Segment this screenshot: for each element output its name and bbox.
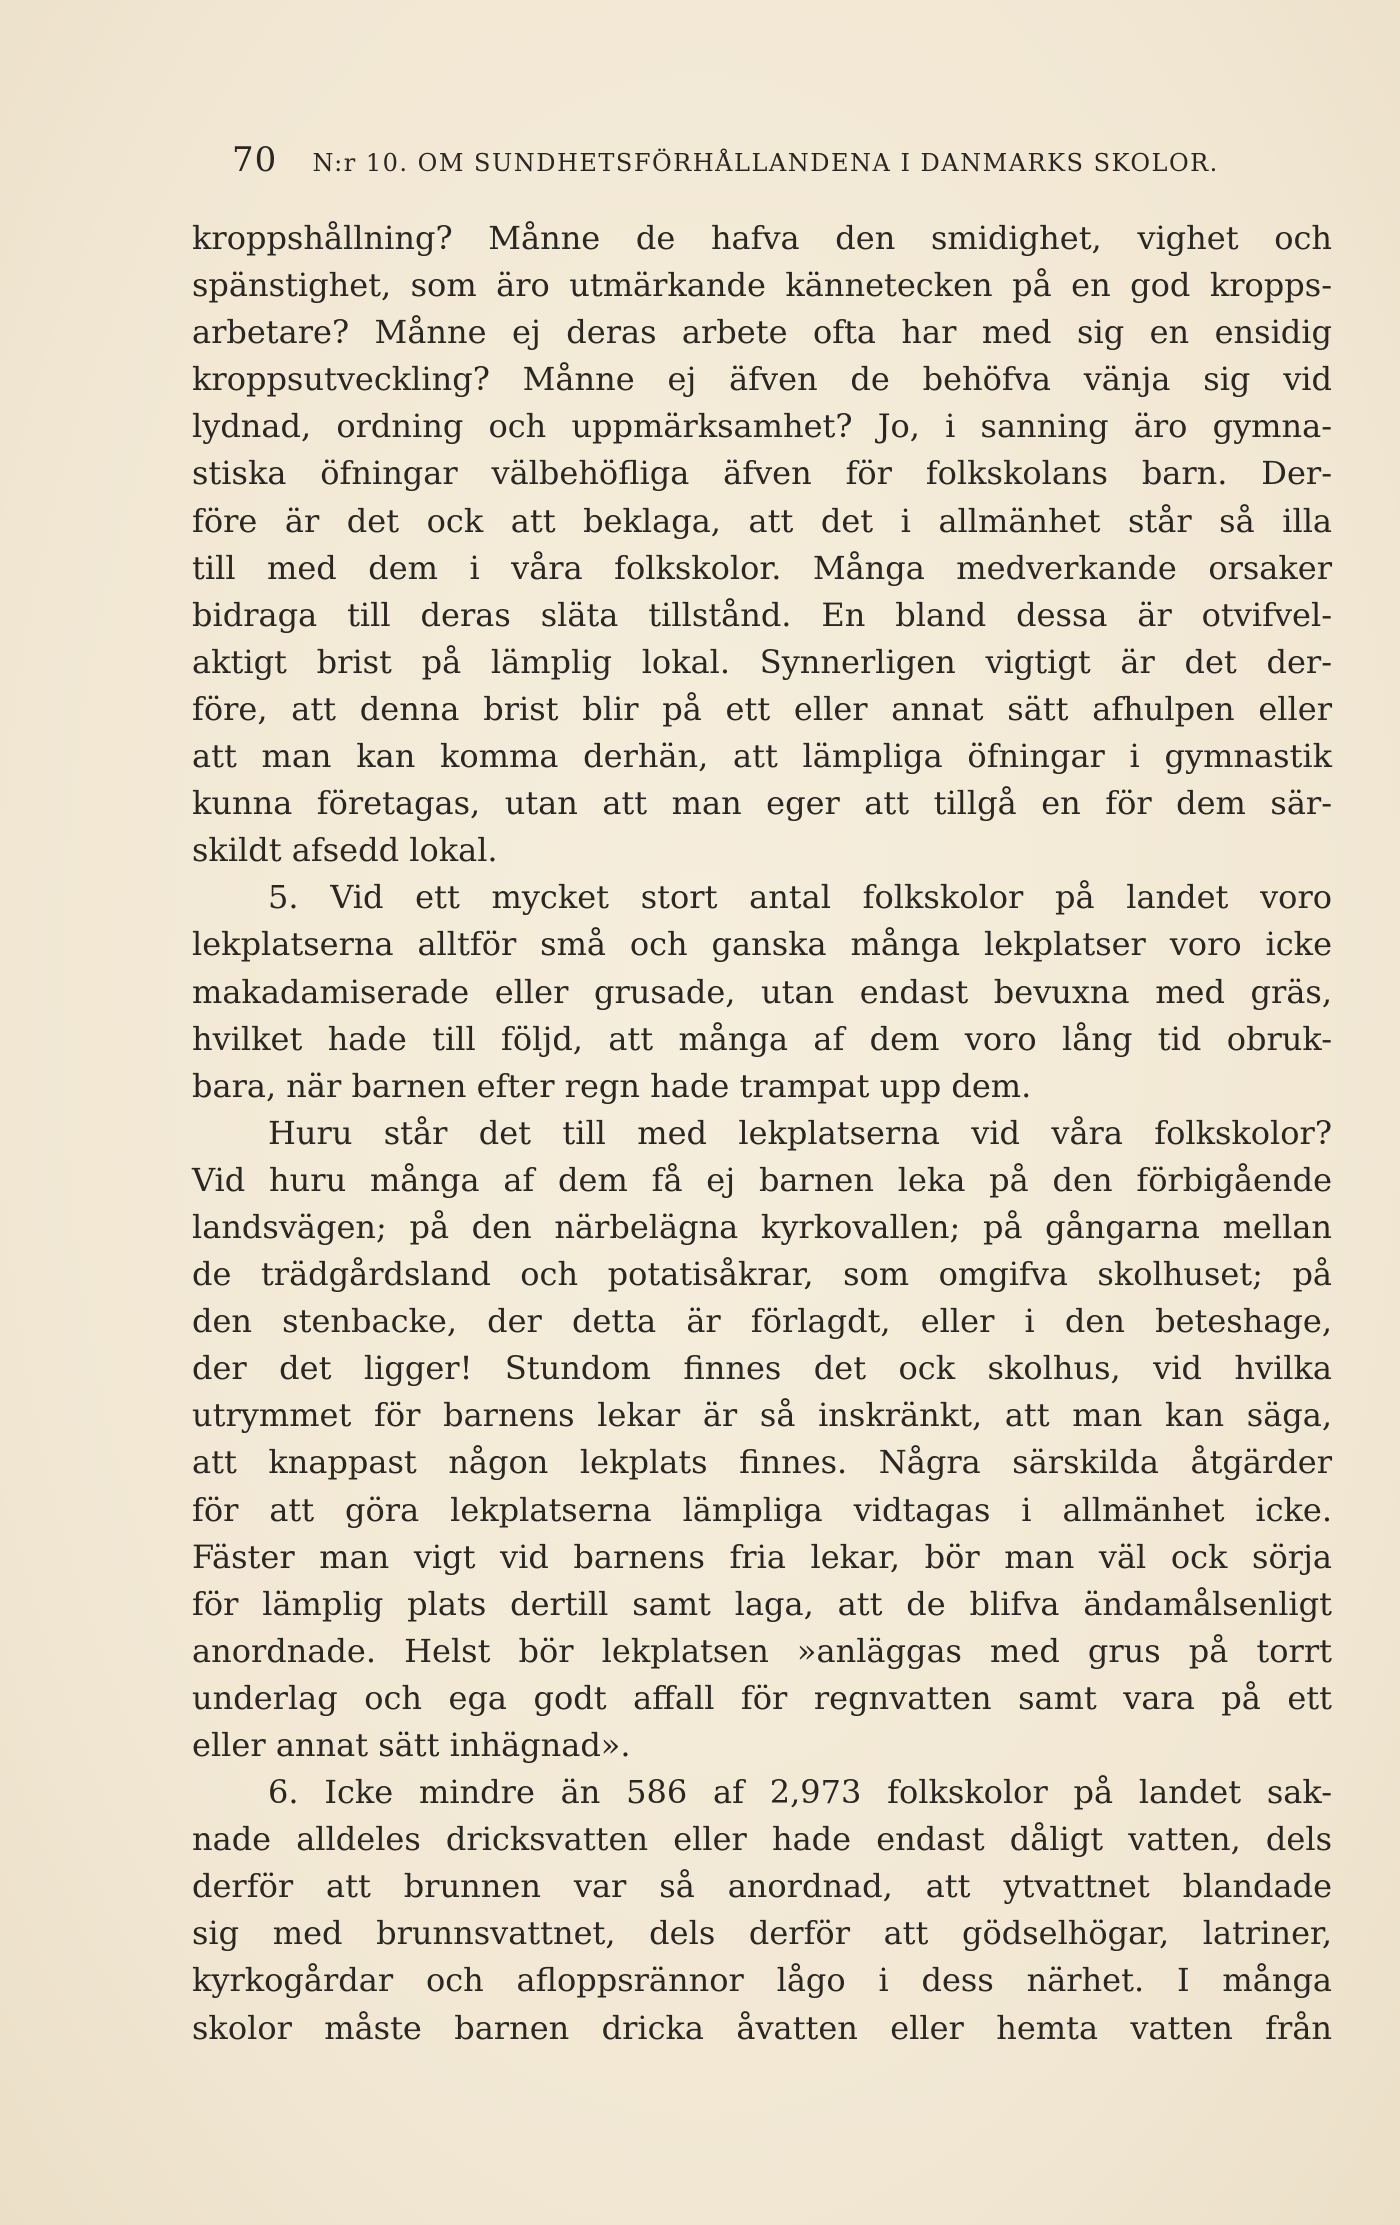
text-line: kroppshållning? Månne de hafva den smidighet, vighet och [192,219,1332,257]
text-line: lekplatserna alltför små och ganska många lekplatser voro icke [192,925,1332,964]
page-header [232,140,1272,190]
text-line: aktigt brist på lämplig lokal. Synnerligen vigtigt är det der- [192,642,1332,681]
text-line: bara, när barnen efter regn hade trampat upp dem. [192,1066,1032,1105]
page-number: 70 [232,140,278,180]
text-line: utrymmet för barnens lekar är så inskränkt, att man kan säga, [192,1396,1332,1435]
text-line: Huru står det till med lekplatserna vid våra folkskolor? [268,1113,1332,1152]
text-line: Vid huru många af dem få ej barnen leka på den förbigående [192,1160,1332,1199]
text-line: skildt afsedd lokal. [192,831,498,870]
text-line: derför att brunnen var så anordnad, att ytvattnet blandade [192,1867,1332,1906]
text-line: sig med brunnsvattnet, dels derför att gödselhögar, latriner, [192,1914,1332,1953]
text-line: lydnad, ordning och uppmärksamhet? Jo, i sanning äro gymna- [192,407,1332,446]
text-line: före, att denna brist blir på ett eller annat sätt afhulpen eller [192,689,1332,728]
text-line: för att göra lekplatserna lämpliga vidtagas i allmänhet icke. [192,1490,1332,1529]
text-line: 5. Vid ett mycket stort antal folkskolor på landet voro [268,878,1332,917]
text-line: hvilket hade till följd, att många af dem voro lång tid obruk- [192,1019,1332,1058]
text-line: för lämplig plats dertill samt laga, att de blifva ändamålsenligt [192,1584,1332,1623]
text-line: till med dem i våra folkskolor. Många medverkande orsaker [192,548,1332,587]
text-line: der det ligger! Stundom finnes det ock skolhus, vid hvilka [192,1349,1332,1388]
text-line: anordnade. Helst bör lekplatsen »anläggas med grus på torrt [192,1631,1332,1670]
text-line: bidraga till deras släta tillstånd. En bland dessa är otvifvel- [192,595,1332,634]
text-line: kyrkogårdar och afloppsrännor lågo i dess närhet. I många [192,1961,1332,2000]
text-line: spänstighet, som äro utmärkande kännetecken på en god kropps- [192,266,1332,305]
text-line: arbetare? Månne ej deras arbete ofta har med sig en ensidig [192,313,1332,352]
text-line: Fäster man vigt vid barnens fria lekar, bör man väl ock sörja [192,1537,1332,1576]
text-line: de trädgårdsland och potatisåkrar, som omgifva skolhuset; på [192,1255,1332,1294]
text-line: 6. Icke mindre än 586 af 2,973 folkskolor på landet sak- [268,1773,1332,1812]
running-title: N:r 10. OM SUNDHETSFÖRHÅLLANDENA I DANMARKS SKOLOR. [312,149,1219,177]
text-line: nade alldeles dricksvatten eller hade endast dåligt vatten, dels [192,1820,1332,1859]
text-line: att man kan komma derhän, att lämpliga öfningar i gymnastik [192,737,1332,776]
text-line: stiska öfningar välbehöfliga äfven för folkskolans barn. Der- [192,454,1332,493]
text-line: kunna företagas, utan att man eger att tillgå en för dem sär- [192,784,1332,823]
text-line: makadamiserade eller grusade, utan endast bevuxna med gräs, [192,972,1332,1011]
text-line: den stenbacke, der detta är förlagdt, eller i den beteshage, [192,1302,1332,1341]
text-line: kroppsutveckling? Månne ej äfven de behöfva vänja sig vid [192,360,1332,399]
text-line: före är det ock att beklaga, att det i allmänhet står så illa [192,501,1332,540]
body-text [192,215,1332,2052]
text-line: skolor måste barnen dricka åvatten eller hemta vatten från [192,2008,1332,2047]
text-line: att knappast någon lekplats finnes. Några särskilda åtgärder [192,1443,1332,1482]
text-line: underlag och ega godt affall för regnvatten samt vara på ett [192,1678,1332,1717]
text-line: landsvägen; på den närbelägna kyrkovallen; på gångarna mellan [192,1207,1332,1246]
text-line: eller annat sätt inhägnad». [192,1726,631,1764]
